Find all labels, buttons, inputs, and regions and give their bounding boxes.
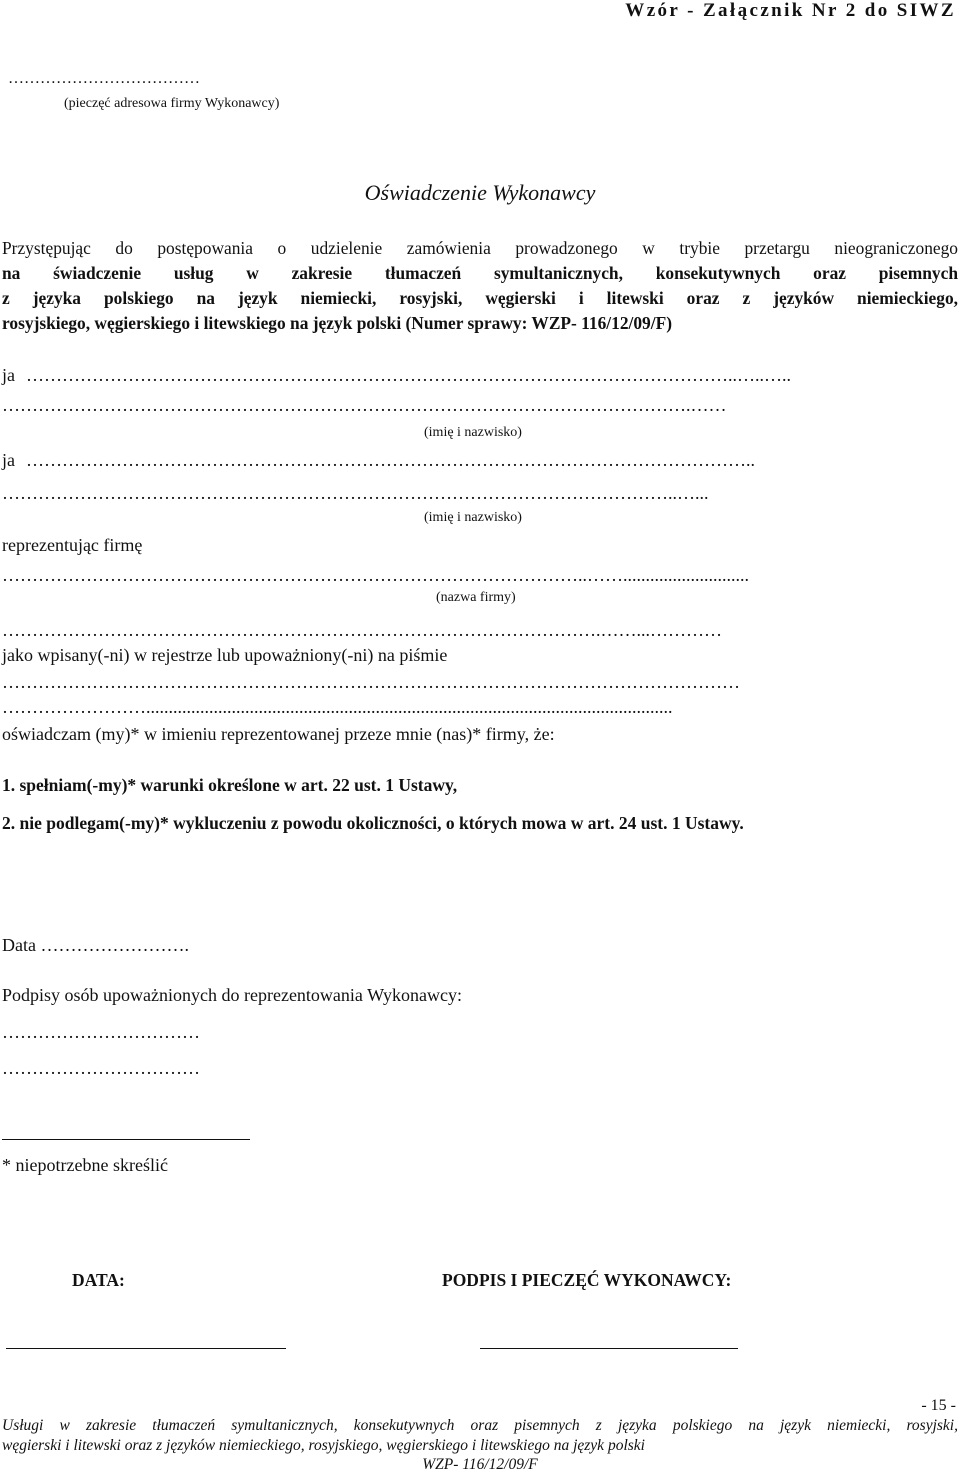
stamp-caption: (pieczęć adresowa firmy Wykonawcy) [64, 96, 280, 111]
declaration-item-2: 2. nie podlegam(-my)* wykluczeniu z powodu okoliczności, o których mowa w art. 24 ust. 1 Ustawy. [2, 813, 744, 833]
intro-paragraph [2, 236, 958, 336]
name-caption-2: (imię i nazwisko) [424, 510, 522, 525]
firm-name-field-2[interactable]: ……………………………………………………………………………………….……...………… [2, 620, 722, 640]
registry-field-1[interactable]: …………………………………………………………………………………………………………… [2, 672, 740, 692]
ja-label-2: ja [2, 450, 15, 470]
bottom-sign-label: PODPIS I PIECZĘĆ WYKONAWCY: [442, 1270, 732, 1290]
intro-line: Przystępując do postępowania o udzielenie zamówienia prowadzonego w trybie przetargu nieograniczonego [2, 238, 958, 258]
stamp-dots: ……………………………… [8, 70, 200, 87]
attachment-header: Wzór - Załącznik Nr 2 do SIWZ [625, 0, 956, 21]
registry-field-2[interactable]: ……………………..................................................................................................................... [2, 697, 673, 717]
date-field[interactable]: Data ……………………. [2, 935, 189, 955]
footer-line-1: Usługi w zakresie tłumaczeń symultanicznych, konsekutywnych oraz pisemnych z języka polskiego na język niemiecki, rosyjski, [2, 1417, 958, 1434]
intro-line: na świadczenie usług w zakresie tłumaczeń symultanicznych, konsekutywnych oraz pisemnych [2, 263, 958, 283]
intro-line: z języka polskiego na język niemiecki, rosyjski, węgierski i litewski oraz z języków niemieckiego, [2, 288, 958, 308]
intro-line: rosyjskiego, węgierskiego i litewskiego na język polski (Numer sprawy: WZP- 116/12/09/F) [2, 313, 672, 333]
registry-label: jako wpisany(-ni) w rejestrze lub upoważniony(-ni) na piśmie [2, 645, 448, 665]
footer-case-number: WZP- 116/12/09/F [422, 1456, 538, 1473]
name-field-1[interactable]: ………………………………………………………………………………………………………..…..….. [26, 365, 791, 385]
name-field-2-cont[interactable]: …………………………………………………………………………………………………..…... [2, 483, 709, 503]
signatures-label: Podpisy osób upoważnionych do reprezentowania Wykonawcy: [2, 985, 462, 1005]
signature-field-1[interactable]: …………………………… [2, 1022, 200, 1042]
footer-line-2: węgierski i litewski oraz z języków niemieckiego, rosyjskiego, węgierskiego i litewskiego na język polski [2, 1437, 645, 1454]
declaration-text: oświadczam (my)* w imieniu reprezentowanej przeze mnie (nas)* firmy, że: [2, 724, 555, 744]
firm-label: reprezentując firmę [2, 535, 143, 555]
name-field-2[interactable]: ………………………………………………………………………………………………………….. [26, 450, 755, 470]
declaration-item-1: 1. spełniam(-my)* warunki określone w art. 22 ust. 1 Ustawy, [2, 775, 458, 795]
signature-field-2[interactable]: …………………………… [2, 1058, 200, 1078]
page-number: - 15 - [921, 1397, 956, 1414]
sign-stamp-line[interactable] [480, 1348, 738, 1349]
name-field-1-cont[interactable]: …………………………………………………………………………………………………….…… [2, 395, 727, 415]
footnote: * niepotrzebne skreślić [2, 1155, 168, 1175]
ja-label-1: ja [2, 365, 15, 385]
bottom-date-label: DATA: [72, 1270, 125, 1290]
date-signature-line[interactable] [6, 1348, 286, 1349]
firm-name-field[interactable]: ……………………………………………………………………………………..……............................ [2, 565, 749, 585]
firm-caption: (nazwa firmy) [436, 590, 516, 605]
name-caption-1: (imię i nazwisko) [424, 425, 522, 440]
document-title: Oświadczenie Wykonawcy [364, 180, 596, 205]
footnote-rule [2, 1139, 250, 1140]
